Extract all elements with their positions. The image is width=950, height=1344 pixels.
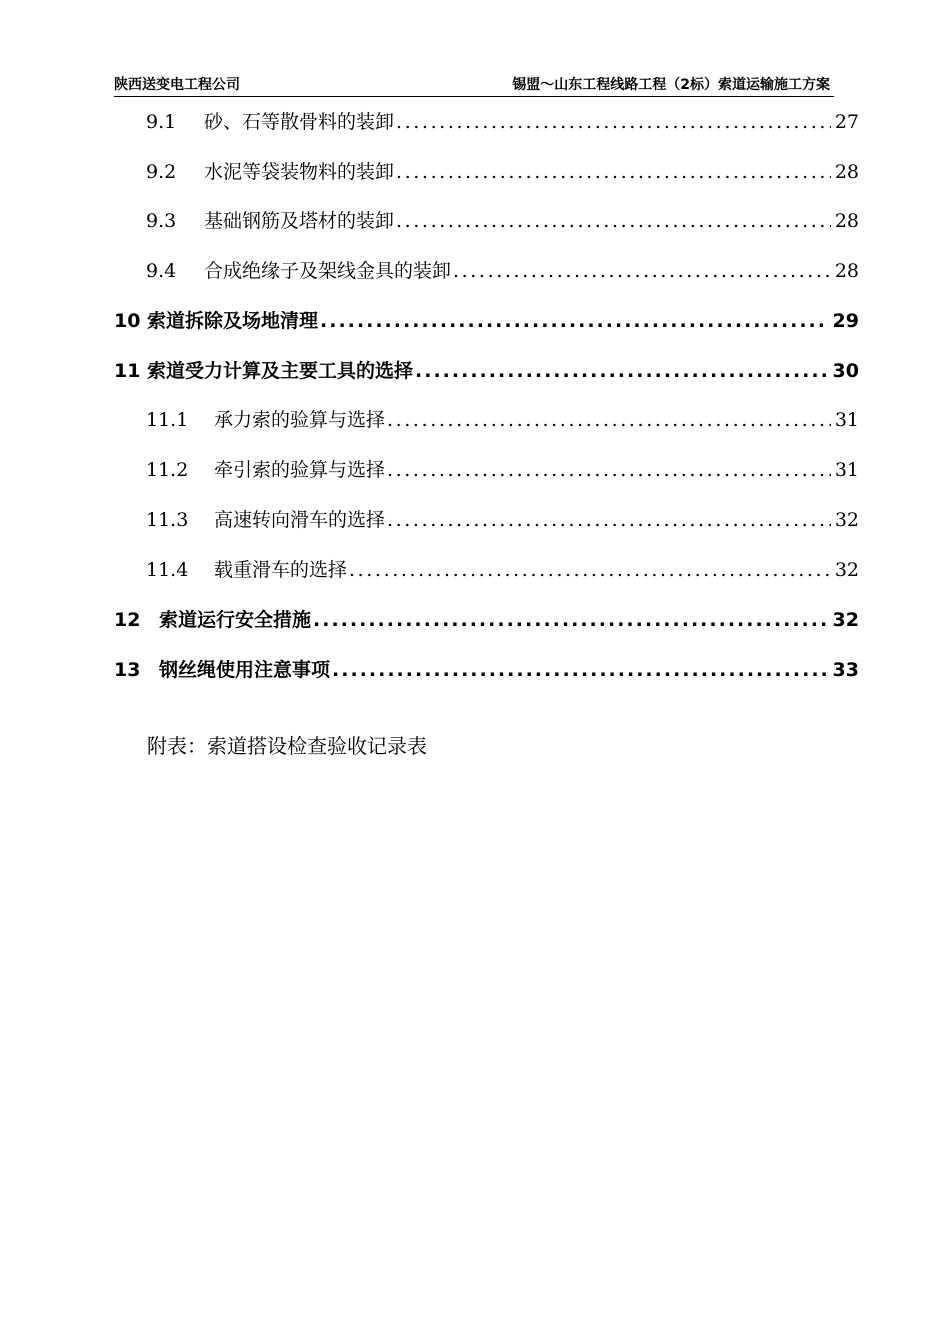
toc-entry-page: 32 [834, 509, 859, 531]
header-company: 陕西送变电工程公司 [114, 77, 240, 93]
toc-entry-title: 索道拆除及场地清理 [147, 310, 319, 332]
toc-entry-title: 基础钢筋及塔材的装卸 [204, 210, 395, 232]
toc-entry-page: 33 [832, 659, 859, 681]
toc-entry-number: 11.3 [146, 509, 189, 531]
toc-entry-page: 28 [834, 260, 859, 282]
toc-entry-page: 28 [834, 210, 859, 232]
toc-leader-dots [313, 606, 829, 634]
toc-leader-dots [387, 456, 831, 484]
toc-entry-page: 29 [832, 310, 859, 332]
toc-entry-number: 11.4 [146, 559, 189, 581]
toc-entry-page: 28 [834, 161, 859, 183]
toc-leader-dots [396, 108, 831, 136]
toc-entry-title: 合成绝缘子及架线金具的装卸 [204, 260, 452, 282]
page-header [114, 76, 834, 97]
toc-entry[interactable] [146, 456, 859, 484]
toc-entry-title: 高速转向滑车的选择 [214, 509, 386, 531]
toc-entry-number: 11.1 [146, 409, 189, 431]
header-document-title: 锡盟～山东工程线路工程（2标）索道运输施工方案 [512, 77, 830, 93]
toc-entry-title: 载重滑车的选择 [214, 559, 348, 581]
toc-entry[interactable] [146, 207, 859, 235]
toc-leader-dots [396, 158, 831, 186]
toc-entry-number: 12 [114, 609, 141, 631]
toc-entry-number: 11.2 [146, 459, 189, 481]
toc-entry[interactable] [146, 257, 859, 285]
toc-entry[interactable] [146, 108, 859, 136]
toc-entry-title: 索道受力计算及主要工具的选择 [147, 360, 414, 382]
toc-entry[interactable] [114, 357, 859, 385]
toc-leader-dots [332, 656, 829, 684]
toc-leader-dots [453, 257, 831, 285]
toc-entry[interactable] [114, 656, 859, 684]
toc-entry[interactable] [146, 506, 859, 534]
toc-entry-number: 13 [114, 659, 141, 681]
toc-entry-page: 27 [834, 111, 859, 133]
toc-entry-title: 砂、石等散骨料的装卸 [204, 111, 395, 133]
toc-entry-number: 9.2 [146, 161, 177, 183]
toc-entry-title: 承力索的验算与选择 [214, 409, 386, 431]
toc-entry-page: 31 [834, 459, 859, 481]
toc-entry-number: 9.1 [146, 111, 177, 133]
toc-leader-dots [387, 506, 831, 534]
toc-entry-title: 钢丝绳使用注意事项 [159, 659, 331, 681]
toc-leader-dots [349, 556, 831, 584]
toc-entry-number: 11 [114, 360, 141, 382]
toc-entry[interactable] [146, 406, 859, 434]
toc-entry-page: 32 [832, 609, 859, 631]
toc-entry-page: 30 [832, 360, 859, 382]
toc-entry-number: 9.4 [146, 260, 177, 282]
toc-leader-dots [387, 406, 831, 434]
toc-leader-dots [415, 357, 829, 385]
toc-leader-dots [396, 207, 831, 235]
toc-leader-dots [320, 307, 829, 335]
toc-entry[interactable] [114, 606, 859, 634]
toc-entry[interactable] [146, 158, 859, 186]
toc-entry-number: 9.3 [146, 210, 177, 232]
toc-entry-title: 索道运行安全措施 [159, 609, 312, 631]
toc-entry[interactable] [146, 556, 859, 584]
toc-entry-page: 32 [834, 559, 859, 581]
toc-entry-number: 10 [114, 310, 141, 332]
toc-entry-title: 水泥等袋装物料的装卸 [204, 161, 395, 183]
appendix-note: 附表：索道搭设检查验收记录表 [147, 734, 427, 758]
toc-entry-page: 31 [834, 409, 859, 431]
toc-entry[interactable] [114, 307, 859, 335]
toc-entry-title: 牵引索的验算与选择 [214, 459, 386, 481]
